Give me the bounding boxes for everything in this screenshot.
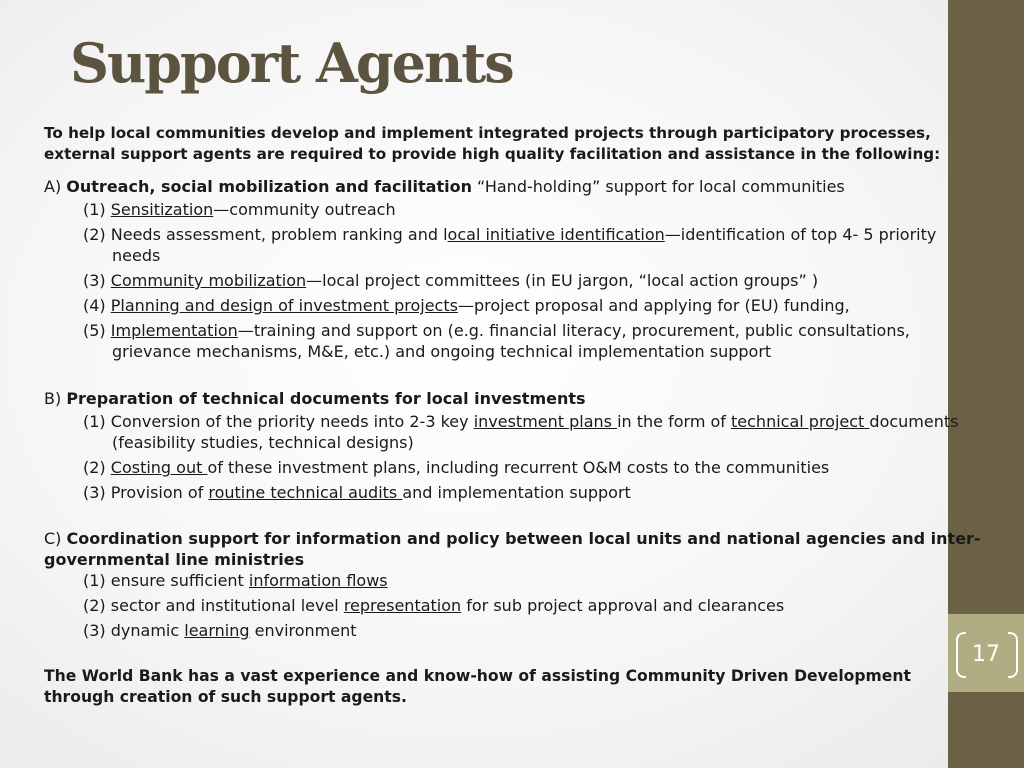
list-item: (3) dynamic learning environment (83, 621, 357, 640)
section-a-heading (44, 175, 984, 199)
section-c-heading (44, 528, 984, 570)
section-a-subtitle: “Hand-holding” support for local communities (477, 177, 845, 196)
list-item: (4) Planning and design of investment projects—project proposal and applying for (EU) funding, (83, 296, 850, 315)
list-item: (2) sector and institutional level representation for sub project approval and clearances (83, 596, 785, 615)
section-b-prefix: B) (44, 389, 62, 408)
section-b-list (44, 411, 984, 503)
section-b-title: Preparation of technical documents for local investments (66, 389, 586, 408)
section-a-prefix: A) (44, 177, 62, 196)
section-c-list (44, 570, 984, 641)
list-item: (2) Needs assessment, problem ranking and local initiative identification—identification of top 4- 5 priority needs (83, 225, 937, 265)
section-b-heading (44, 387, 984, 411)
list-item: (1) ensure sufficient information flows (83, 571, 388, 590)
list-item: (3) Community mobilization—local project committees (in EU jargon, “local action groups” ) (83, 271, 819, 290)
page-number: 17 (972, 641, 1000, 667)
section-a-title: Outreach, social mobilization and facilitation (66, 177, 472, 196)
list-item: (2) Costing out of these investment plans, including recurrent O&M costs to the communities (83, 458, 830, 477)
section-c-title: Coordination support for information and policy between local units and national agencies and inter-governmental line ministries (44, 529, 981, 569)
intro-text: To help local communities develop and implement integrated projects through participatory processes, external support agents are required to provide high quality facilitation and assistance in the following: (44, 124, 941, 163)
list-item: (1) Conversion of the priority needs into 2-3 key investment plans in the form of technical project documents (feasibility studies, technical designs) (83, 412, 959, 452)
list-item: (5) Implementation—training and support on (e.g. financial literacy, procurement, public consultations, grievance mechanisms, M&E, etc.) and ongoing technical implementation support (83, 321, 910, 361)
section-c-prefix: C) (44, 529, 62, 548)
footer-text: The World Bank has a vast experience and know-how of assisting Community Driven Development through creation of such support agents. (44, 667, 911, 706)
slide-title: Support Agents (70, 31, 513, 95)
list-item: (1) Sensitization—community outreach (83, 200, 396, 219)
list-item: (3) Provision of routine technical audits and implementation support (83, 483, 631, 502)
section-a-list (44, 199, 984, 362)
slide-body (44, 123, 984, 708)
